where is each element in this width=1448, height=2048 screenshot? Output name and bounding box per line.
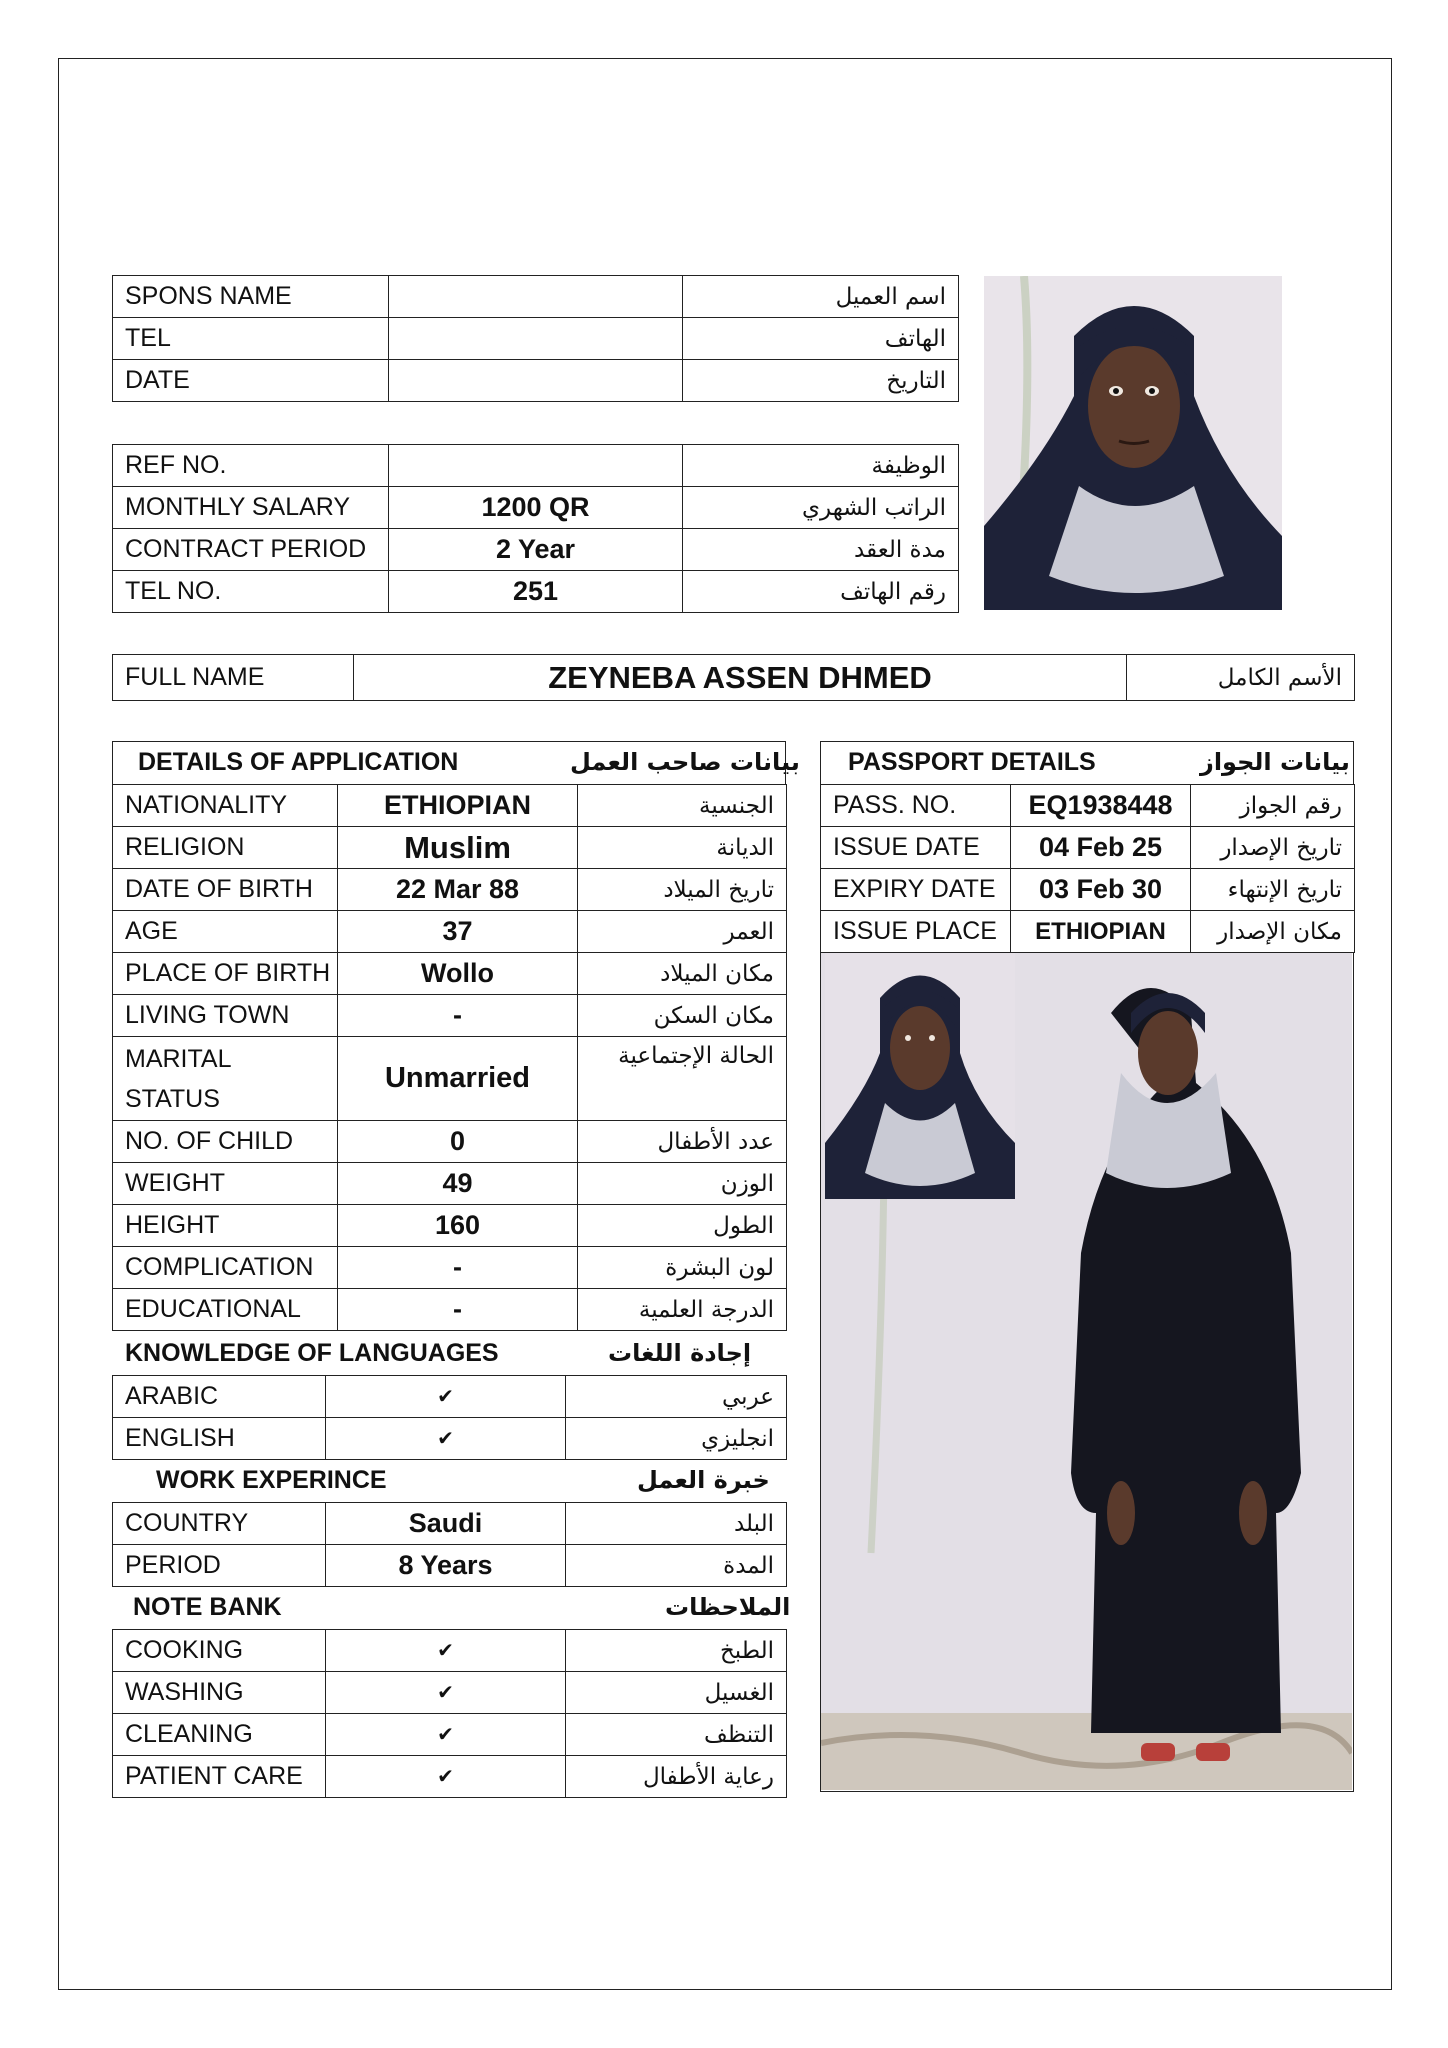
expiry-date-label: EXPIRY DATE bbox=[821, 869, 1011, 911]
spons-name-label: SPONS NAME bbox=[113, 276, 389, 318]
country-label: COUNTRY bbox=[113, 1503, 326, 1545]
table-row bbox=[113, 1163, 787, 1205]
place-of-birth-label-ar: مكان الميلاد bbox=[578, 953, 787, 995]
contract-period-label-ar: مدة العقد bbox=[683, 529, 959, 571]
english-label-ar: انجليزي bbox=[566, 1418, 787, 1460]
nationality-label-ar: الجنسية bbox=[578, 785, 787, 827]
issue-date-label-ar: تاريخ الإصدار bbox=[1191, 827, 1355, 869]
contract-period-label: CONTRACT PERIOD bbox=[113, 529, 389, 571]
spons-name-label-ar: اسم العميل bbox=[683, 276, 959, 318]
table-row bbox=[113, 1714, 787, 1756]
height-label: HEIGHT bbox=[113, 1205, 338, 1247]
date-label: DATE bbox=[113, 360, 389, 402]
table-row bbox=[113, 1247, 787, 1289]
place-of-birth-value: Wollo bbox=[338, 953, 578, 995]
table-row bbox=[113, 445, 959, 487]
half-body-photo bbox=[825, 953, 1015, 1199]
weight-label-ar: الوزن bbox=[578, 1163, 787, 1205]
languages-title-ar: إجادة اللغات bbox=[608, 1339, 752, 1367]
full-name-value: ZEYNEBA ASSEN DHMED bbox=[354, 655, 1127, 701]
issue-date-label: ISSUE DATE bbox=[821, 827, 1011, 869]
table-row bbox=[113, 1756, 787, 1798]
table-row bbox=[113, 827, 787, 869]
table-row bbox=[113, 1545, 787, 1587]
period-value: 8 Years bbox=[326, 1545, 566, 1587]
pass-no-label-ar: رقم الجواز bbox=[1191, 785, 1355, 827]
religion-value: Muslim bbox=[338, 827, 578, 869]
height-value: 160 bbox=[338, 1205, 578, 1247]
check-icon: ✔ bbox=[326, 1714, 566, 1756]
table-row bbox=[113, 1289, 787, 1331]
passport-table bbox=[820, 784, 1355, 953]
marital-label-line-1: MARITAL bbox=[125, 1044, 232, 1073]
marital-label-line-2: STATUS bbox=[125, 1084, 220, 1113]
check-icon: ✔ bbox=[326, 1672, 566, 1714]
table-row bbox=[113, 276, 959, 318]
weight-label: WEIGHT bbox=[113, 1163, 338, 1205]
table-row bbox=[113, 571, 959, 613]
washing-label: WASHING bbox=[113, 1672, 326, 1714]
application-table bbox=[112, 784, 787, 1331]
check-icon: ✔ bbox=[326, 1376, 566, 1418]
passport-title: PASSPORT DETAILS bbox=[848, 748, 1096, 776]
date-of-birth-label-ar: تاريخ الميلاد bbox=[578, 869, 787, 911]
table-row bbox=[113, 1418, 787, 1460]
tel-label-ar: الهاتف bbox=[683, 318, 959, 360]
marital-status-value: Unmarried bbox=[338, 1037, 578, 1121]
english-label: ENGLISH bbox=[113, 1418, 326, 1460]
living-town-label: LIVING TOWN bbox=[113, 995, 338, 1037]
date-of-birth-label: DATE OF BIRTH bbox=[113, 869, 338, 911]
pass-no-value: EQ1938448 bbox=[1011, 785, 1191, 827]
date-value bbox=[389, 360, 683, 402]
table-row bbox=[113, 1503, 787, 1545]
table-row bbox=[113, 911, 787, 953]
table-row bbox=[821, 911, 1355, 953]
table-row bbox=[113, 360, 959, 402]
table-row bbox=[821, 869, 1355, 911]
marital-status-label bbox=[113, 1037, 338, 1121]
expiry-date-label-ar: تاريخ الإنتهاء bbox=[1191, 869, 1355, 911]
sponsor-table bbox=[112, 275, 959, 402]
full-name-label-ar: الأسم الكامل bbox=[1127, 655, 1355, 701]
marital-status-label-ar: الحالة الإجتماعية bbox=[578, 1037, 787, 1121]
country-value: Saudi bbox=[326, 1503, 566, 1545]
table-row bbox=[113, 1672, 787, 1714]
issue-place-label-ar: مكان الإصدار bbox=[1191, 911, 1355, 953]
cleaning-label: CLEANING bbox=[113, 1714, 326, 1756]
complication-label-ar: لون البشرة bbox=[578, 1247, 787, 1289]
cooking-label-ar: الطبخ bbox=[566, 1630, 787, 1672]
work-table bbox=[112, 1502, 787, 1587]
age-value: 37 bbox=[338, 911, 578, 953]
educational-label-ar: الدرجة العلمية bbox=[578, 1289, 787, 1331]
educational-label: EDUCATIONAL bbox=[113, 1289, 338, 1331]
monthly-salary-label-ar: الراتب الشهري bbox=[683, 487, 959, 529]
place-of-birth-label: PLACE OF BIRTH bbox=[113, 953, 338, 995]
notes-table bbox=[112, 1629, 787, 1798]
cooking-label: COOKING bbox=[113, 1630, 326, 1672]
tel-no-value: 251 bbox=[389, 571, 683, 613]
arabic-label-ar: عربي bbox=[566, 1376, 787, 1418]
patient-care-label-ar: رعاية الأطفال bbox=[566, 1756, 787, 1798]
nationality-value: ETHIOPIAN bbox=[338, 785, 578, 827]
table-row bbox=[821, 827, 1355, 869]
no-of-child-label: NO. OF CHILD bbox=[113, 1121, 338, 1163]
no-of-child-label-ar: عدد الأطفال bbox=[578, 1121, 787, 1163]
period-label: PERIOD bbox=[113, 1545, 326, 1587]
table-row bbox=[113, 785, 787, 827]
table-row bbox=[113, 1121, 787, 1163]
period-label-ar: المدة bbox=[566, 1545, 787, 1587]
pass-no-label: PASS. NO. bbox=[821, 785, 1011, 827]
complication-label: COMPLICATION bbox=[113, 1247, 338, 1289]
table-row bbox=[113, 529, 959, 571]
check-icon: ✔ bbox=[326, 1418, 566, 1460]
contract-table bbox=[112, 444, 959, 613]
tel-no-label: TEL NO. bbox=[113, 571, 389, 613]
ref-no-label: REF NO. bbox=[113, 445, 389, 487]
passport-title-ar: بيانات الجواز bbox=[1200, 748, 1350, 776]
application-title-ar: بيانات صاحب العمل bbox=[570, 748, 800, 776]
work-title-ar: خبرة العمل bbox=[637, 1466, 770, 1494]
spons-name-value bbox=[389, 276, 683, 318]
table-row bbox=[113, 869, 787, 911]
table-row bbox=[113, 655, 1355, 701]
washing-label-ar: الغسيل bbox=[566, 1672, 787, 1714]
educational-value: - bbox=[338, 1289, 578, 1331]
table-row bbox=[113, 953, 787, 995]
country-label-ar: البلد bbox=[566, 1503, 787, 1545]
notes-title: NOTE BANK bbox=[133, 1593, 282, 1621]
languages-table bbox=[112, 1375, 787, 1460]
check-icon: ✔ bbox=[326, 1630, 566, 1672]
table-row bbox=[113, 1205, 787, 1247]
height-label-ar: الطول bbox=[578, 1205, 787, 1247]
check-icon: ✔ bbox=[326, 1756, 566, 1798]
living-town-value: - bbox=[338, 995, 578, 1037]
age-label-ar: العمر bbox=[578, 911, 787, 953]
full-name-label: FULL NAME bbox=[113, 655, 354, 701]
ref-no-label-ar: الوظيفة bbox=[683, 445, 959, 487]
contract-period-value: 2 Year bbox=[389, 529, 683, 571]
cleaning-label-ar: التنظف bbox=[566, 1714, 787, 1756]
table-row bbox=[113, 318, 959, 360]
date-label-ar: التاريخ bbox=[683, 360, 959, 402]
age-label: AGE bbox=[113, 911, 338, 953]
expiry-date-value: 03 Feb 30 bbox=[1011, 869, 1191, 911]
arabic-label: ARABIC bbox=[113, 1376, 326, 1418]
table-row bbox=[113, 1376, 787, 1418]
complication-value: - bbox=[338, 1247, 578, 1289]
weight-value: 49 bbox=[338, 1163, 578, 1205]
monthly-salary-value: 1200 QR bbox=[389, 487, 683, 529]
monthly-salary-label: MONTHLY SALARY bbox=[113, 487, 389, 529]
table-row bbox=[113, 1630, 787, 1672]
living-town-label-ar: مكان السكن bbox=[578, 995, 787, 1037]
issue-place-label: ISSUE PLACE bbox=[821, 911, 1011, 953]
table-row bbox=[113, 995, 787, 1037]
table-row bbox=[821, 785, 1355, 827]
full-body-photo bbox=[820, 952, 1354, 1792]
religion-label-ar: الديانة bbox=[578, 827, 787, 869]
no-of-child-value: 0 bbox=[338, 1121, 578, 1163]
tel-label: TEL bbox=[113, 318, 389, 360]
table-row bbox=[113, 1037, 787, 1121]
issue-place-value: ETHIOPIAN bbox=[1011, 911, 1191, 953]
work-title: WORK EXPERINCE bbox=[156, 1466, 387, 1494]
portrait-photo bbox=[984, 276, 1282, 610]
date-of-birth-value: 22 Mar 88 bbox=[338, 869, 578, 911]
tel-value bbox=[389, 318, 683, 360]
notes-title-ar: الملاحظات bbox=[665, 1593, 791, 1621]
nationality-label: NATIONALITY bbox=[113, 785, 338, 827]
table-row bbox=[113, 487, 959, 529]
issue-date-value: 04 Feb 25 bbox=[1011, 827, 1191, 869]
tel-no-label-ar: رقم الهاتف bbox=[683, 571, 959, 613]
full-name-table bbox=[112, 654, 1355, 701]
ref-no-value bbox=[389, 445, 683, 487]
religion-label: RELIGION bbox=[113, 827, 338, 869]
application-title: DETAILS OF APPLICATION bbox=[138, 748, 459, 776]
patient-care-label: PATIENT CARE bbox=[113, 1756, 326, 1798]
languages-title: KNOWLEDGE OF LANGUAGES bbox=[125, 1339, 499, 1367]
